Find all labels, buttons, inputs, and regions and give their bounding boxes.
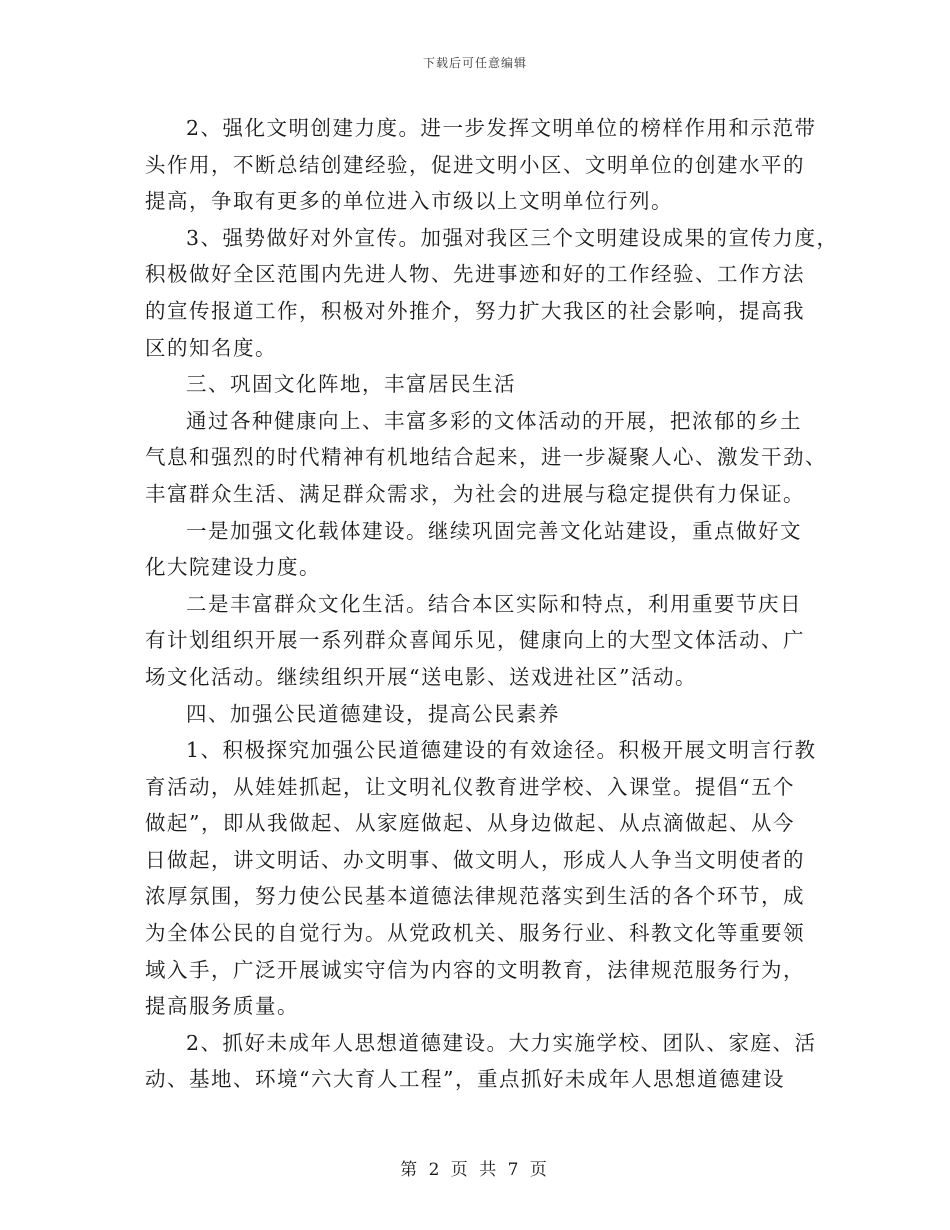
paragraph-line: 日做起，讲文明话、办文明事、做文明人，形成人人争当文明使者的 xyxy=(145,847,805,872)
page-number-footer: 第 2 页 共 7 页 xyxy=(400,1160,550,1180)
paragraph-line: 2、强化文明创建力度。进一步发挥文明单位的榜样作用和示范带 xyxy=(186,116,817,140)
paragraph-line: 头作用，不断总结创建经验，促进文明小区、文明单位的创建水平的 xyxy=(145,152,805,177)
paragraph-line: 动、基地、环境“六大育人工程”，重点抓好未成年人思想道德建设 xyxy=(145,1067,785,1092)
paragraph-line: 为全体公民的自觉行为。从党政机关、服务行业、科教文化等重要领 xyxy=(145,921,805,946)
paragraph-line: 有计划组织开展一系列群众喜闻乐见，健康向上的大型文体活动、广 xyxy=(145,628,805,653)
paragraph-line: 的宣传报道工作，积极对外推介，努力扩大我区的社会影响，提高我 xyxy=(145,298,805,323)
paragraph-line: 二是丰富群众文化生活。结合本区实际和特点，利用重要节庆日 xyxy=(186,591,802,616)
paragraph-line: 通过各种健康向上、丰富多彩的文体活动的开展，把浓郁的乡土 xyxy=(186,408,802,433)
paragraph-line: 气息和强烈的时代精神有机地结合起来，进一步凝聚人心、激发干劲、 xyxy=(145,445,827,470)
paragraph-line: 域入手，广泛开展诚实守信为内容的文明教育，法律规范服务行为， xyxy=(145,957,805,982)
paragraph-line: 2、抓好未成年人思想道德建设。大力实施学校、团队、家庭、活 xyxy=(186,1030,817,1055)
section-heading: 三、巩固文化阵地，丰富居民生活 xyxy=(186,372,516,397)
paragraph-line: 丰富群众生活、满足群众需求，为社会的进展与稳定提供有力保证。 xyxy=(145,481,805,506)
paragraph-line: 区的知名度。 xyxy=(145,335,277,360)
paragraph-line: 提高服务质量。 xyxy=(145,994,299,1019)
paragraph-line: 1、积极探究加强公民道德建设的有效途径。积极开展文明言行教 xyxy=(186,738,817,763)
paragraph-line: 3、强势做好对外宣传。加强对我区三个文明建设成果的宣传力度， xyxy=(186,225,839,250)
paragraph-line: 化大院建设力度。 xyxy=(145,555,321,580)
paragraph-line: 积极做好全区范围内先进人物、先进事迹和好的工作经验、工作方法 xyxy=(145,262,805,287)
document-body xyxy=(145,110,839,1098)
paragraph-line: 做起”，即从我做起、从家庭做起、从身边做起、从点滴做起、从今 xyxy=(145,811,795,836)
section-heading: 四、加强公民道德建设，提高公民素养 xyxy=(186,701,560,726)
paragraph-line: 浓厚氛围，努力使公民基本道德法律规范落实到生活的各个环节，成 xyxy=(145,884,805,909)
paragraph-line: 育活动，从娃娃抓起，让文明礼仪教育进学校、入课堂。提倡“五个 xyxy=(145,774,795,799)
paragraph-line: 提高，争取有更多的单位进入市级以上文明单位行列。 xyxy=(145,189,673,214)
paragraph-line: 场文化活动。继续组织开展“送电影、送戏进社区”活动。 xyxy=(145,664,697,689)
paragraph-line: 一是加强文化载体建设。继续巩固完善文化站建设，重点做好文 xyxy=(186,518,802,543)
page-header: 下载后可任意编辑 xyxy=(422,56,527,70)
